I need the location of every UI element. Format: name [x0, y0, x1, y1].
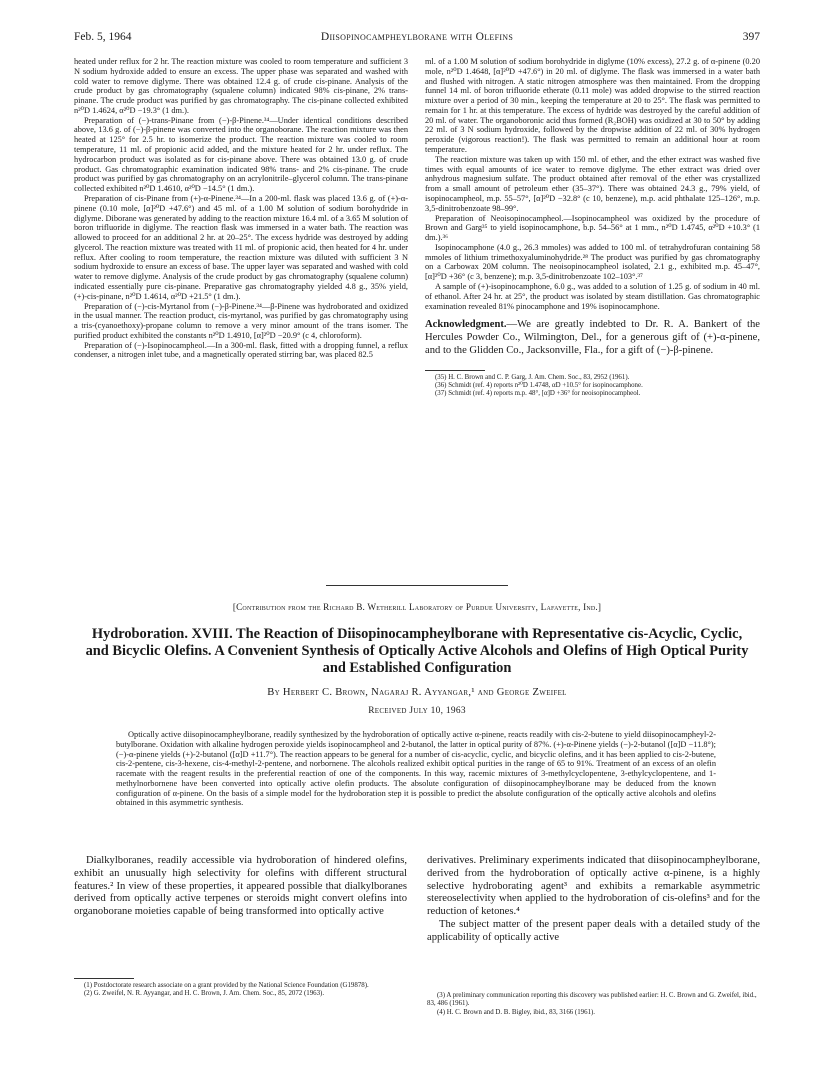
reference-item: (35) H. C. Brown and C. P. Garg, J. Am. Chem. Soc., 83, 2952 (1961). — [435, 373, 630, 381]
acknowledgment — [425, 319, 760, 357]
running-header — [74, 31, 760, 45]
footnotes-right — [427, 992, 760, 1017]
paragraph: Preparation of (−)-Isopinocampheol.—In a 300-ml. flask, fitted with a dropping funnel, a reflux condenser, a nitrogen inlet tube, and a magnetically operated stirring bar, was placed 82.5 — [74, 340, 408, 360]
body-column-right — [427, 855, 760, 945]
footnote-rule — [425, 370, 485, 371]
paragraph: ml. of a 1.00 M solution of sodium borohydride in diglyme (10% excess), 27.2 g. of α-pinene (0.20 mole, n²⁰D 1.4648, [α]²⁰D +47.6°) in 20 ml. of diglyme. The flask was immersed in a water bath and flushed with nitrogen. A static nitrogen atmosphere was then maintained. From the dropping funnel 14 ml. of boron trifluoride etherate (0.11 mole) was added dropwise to the stirred reaction mixture over a period of 30 min., keeping the temperature at 20 to 25°. The flask was permitted to remain for 1 hr. at this temperature. The excess of hydride was destroyed by the careful addition of 20 ml. of water. The organoboronic acid thus formed (R₂BOH) was oxidized at 30 to 50° by adding 22 ml. of 3 N sodium hydroxide, followed by the dropwise addition of 22 ml. of 30% hydrogen peroxide (vigorous reaction!). The flask was permitted to remain an additional hour at room temperature. — [425, 57, 760, 155]
paragraph: Preparation of (−)-trans-Pinane from (−)-β-Pinene.³⁴—Under identical conditions described above, 13.6 g. of (−)-β-pinene was converted into the organoborane. The reaction mixture was then heated at 125° for 2.5 hr. to isomerize the product. The reaction mixture was cooled to room temperature, 11 ml. of propionic acid added, and the mixture heated for 2 hr. under reflux. The hydrocarbon product was isolated as for cis-pinane above. There was obtained 13.0 g. of crude product. Gas chromatographic examination indicated 98% trans- and 2% cis-pinane. The crude product was purified by gas chromatography on an acrylonitrile–glycerol column. The trans-pinane collected exhibited n²⁰D 1.4610, α²⁰D −14.5° (1 dm.). — [74, 115, 408, 194]
paragraph: A sample of (+)-isopinocamphone, 6.0 g., was added to a solution of 1.25 g. of sodium in 40 ml. of ethanol. After 24 hr. at 25°, the product was isolated by steam distillation. Gas chromatographic examination revealed 81% pinocamphone and 19% isopinocamphone. — [425, 281, 760, 311]
acknowledgment-text: —We are greatly indebted to Dr. R. A. Bankert of the Hercules Powder Co., Wilmington, Del., for a generous gift of (+)-α-pinene, and to the Glidden Co., Jacksonville, Fla., for a gift of (−)-β-pinene. — [425, 319, 760, 356]
reference-item: (37) Schmidt (ref. 4) reports m.p. 48°, [α]D +36° for neoisopinocampheol. — [435, 390, 641, 398]
header-page-number: 397 — [742, 31, 760, 43]
body-column-left — [74, 855, 407, 919]
paragraph: Preparation of Neoisopinocampheol.—Isopinocampheol was oxidized by the procedure of Brown and Garg³⁵ to yield isopinocamphone, b.p. 54–56° at 1 mm., n²⁰D 1.4745, α²⁰D +10.3° (1 dm.).³⁶ — [425, 213, 760, 243]
experimental-column-right — [425, 57, 760, 399]
paragraph: Dialkylboranes, readily accessible via hydroboration of hindered olefins, exhibit an unusually high selectivity for olefins with different structural features.² In view of these properties, it appeared possible that dialkylboranes derived from optically active terpenes or steroids might convert olefins into organoborane moieties capable of being transformed into optically active — [74, 855, 407, 918]
paragraph: The subject matter of the present paper deals with a detailed study of the applicability of optically active — [427, 918, 760, 943]
header-date: Feb. 5, 1964 — [74, 31, 132, 43]
acknowledgment-label: Acknowledgment. — [425, 319, 507, 331]
author-line: By Herbert C. Brown, Nagaraj R. Ayyangar,¹ and George Zweifel — [267, 687, 567, 698]
paragraph: derivatives. Preliminary experiments indicated that diisopinocampheylborane, derived from the hydroboration of optically active α-pinene, is a highly selective hydroborating agent³ and exhibits a remarkable asymmetric stereoselectivity when applied to the hydroboration of cis-olefins³ and for the reduction of ketones.⁴ — [427, 855, 760, 918]
journal-page — [74, 0, 760, 1069]
reference-item: (36) Schmidt (ref. 4) reports n²⁰D 1.4748, αD +10.5° for isopinocamphone. — [435, 382, 643, 389]
paragraph: The reaction mixture was taken up with 150 ml. of ether, and the ether extract was washed five times with equal amounts of ice water to remove diglyme. The ether extract was dried over anhydrous magnesium sulfate. The product obtained after removal of the ether was crystallized from a small amount of petroleum ether (35–37°). There was obtained 24.3 g., 79% yield, of isopinocampheol, m.p. 55–57°, [α]²⁰D −32.8° (c 10, benzene), m.p. acid phthalate 125–126°, m.p. 3,5-dinitrobenzoate 98–99°. — [425, 154, 760, 213]
article-title: Hydroboration. XVIII. The Reaction of Diisopinocampheylborane with Representative cis-Acyclic, Cyclic, and Bicyclic Olefins. A Convenient Synthesis of Optically Active Alcohols and Olefins of High Optical Purity and Established Configuration — [85, 626, 749, 676]
footnote-item: (1) Postdoctorate research associate on a grant provided by the National Science Foundation (G19878). — [84, 982, 369, 989]
experimental-column-left — [74, 57, 408, 360]
paragraph: Preparation of cis-Pinane from (+)-α-Pinene.³⁴—In a 200-ml. flask was placed 13.6 g. of (+)-α-pinene (0.10 mole, [α]²⁰D +47.6°) and 45 ml. of a 1.00 M solution of sodium borohydride in diglyme. Diborane was generated by adding to the reaction mixture 16.4 ml. of a 3.65 M solution of boron trifluoride in diglyme. The reaction flask was immersed in a water bath. The reaction was allowed to proceed for an additional 2 hr. at 20–25°. The excess hydride was destroyed by adding glycerol. The reaction mixture was treated with 11 ml. of propionic acid, then heated for 4 hr. under reflux. After cooling to room temperature, the reaction mixture was diluted with sufficient 3 N sodium hydroxide to ensure an excess of base. The upper layer was separated and washed with cold water to remove diglyme. Analysis of the crude product by gas chromatography (squalene column) indicated essentially pure cis-pinane. Preparative gas chromatography yielded 4.8 g., 35% yield, (+)-cis-pinane, n²⁰D 1.4614, α²⁰D +21.5° (1 dm.). — [74, 193, 408, 301]
paragraph: Isopinocamphone (4.0 g., 26.3 mmoles) was added to 100 ml. of tetrahydrofuran containing 58 mmoles of lithium trimethoxyaluminohydride.²⁸ The product was purified by gas chromatography on a Carbowax 20M column. The neoisopinocampheol isolated, 2.1 g., exhibited m.p. 45–47°, [α]²⁰D +36° (c 3, benzene); m.p. 3,5-dinitrobenzoate 102–103°.³⁷ — [425, 242, 760, 282]
footnote-item: (2) G. Zweifel, N. R. Ayyangar, and H. C. Brown, J. Am. Chem. Soc., 85, 2072 (1963). — [84, 990, 325, 998]
section-divider — [326, 585, 508, 586]
contribution-line: [Contribution from the Richard B. Wetherill Laboratory of Purdue University, Lafayette, Ind.] — [232, 602, 602, 612]
abstract — [116, 730, 716, 808]
footnote-rule — [74, 978, 134, 979]
paragraph: Preparation of (−)-cis-Myrtanol from (−)-β-Pinene.³⁴—β-Pinene was hydroborated and oxidized in the usual manner. The reaction product, cis-myrtanol, was purified by gas chromatography using a tris-(cyanoethoxy)-propane column to remove a very minor amount of the trans isomer. The purified product exhibited the constants n²⁰D 1.4910, [α]²⁰D −20.9° (c 4, chloroform). — [74, 301, 408, 340]
footnote-item: (3) A preliminary communication reporting this discovery was published earlier: H. C. Brown and G. Zweifel, ibid., 83, 486 (1961). — [427, 992, 757, 1008]
header-running-title: Diisopinocampheylborane with Olefins — [320, 31, 514, 43]
received-date: Received July 10, 1963 — [368, 706, 466, 716]
footnotes-left — [74, 975, 407, 999]
footnote-item: (4) H. C. Brown and D. B. Bigley, ibid., 83, 3166 (1961). — [437, 1008, 596, 1016]
paragraph: heated under reflux for 2 hr. The reaction mixture was cooled to room temperature and sufficient 3 N sodium hydroxide added to ensure an excess. The upper phase was separated and washed with cold water to remove diglyme. There was obtained 12.4 g. of crude cis-pinane. Analysis of the crude product by gas chromatography (squalene column) indicated 98% cis-pinane, 2% trans-pinane. The crude product was purified by gas chromatography. The cis-pinane collected exhibited n²⁰D 1.4624, α²⁰D −19.3° (1 dm.). — [74, 57, 408, 115]
reference-list — [425, 370, 760, 399]
abstract-text: Optically active diisopinocampheylborane, readily synthesized by the hydroboration of optically active α-pinene, reacts readily with cis-2-butene to yield diisopinocampheyl-2-butylborane. Oxidation with alkaline hydrogen peroxide yields isopinocampheol and 2-butanol, the latter in optical purity of 87%. (+)-α-Pinene yields (−)-2-butanol ([α]D −11.8°); (−)-α-pinene yields (+)-2-butanol ([α]D +11.7°). The reaction appears to be general for a number of cis-acyclic, cyclic, and bicyclic olefins, and it has been applied to cis-2-butene, cis-2-pentene, cis-3-hexene, cis-4-methyl-2-pentene, and norbornene. The alcohols realized exhibit optical purities in the range of 65 to 91%. Treatment of an excess of an olefin racemate with the reagent results in the preferential reaction of one of the components. In this way, racemic mixtures of 3-methylcyclopentene, 3-ethylcyclopentene, and 1-methylnorbornene have been converted into optically active olefin products. The absolute configuration of diisopinocampheylborane may be deduced from the known configuration of α-pinene. On the basis of a simple model for the hydroboration step it is possible to predict the absolute configuration of the optically active alcohols and olefins obtained in this asymmetric synthesis. — [116, 730, 716, 808]
